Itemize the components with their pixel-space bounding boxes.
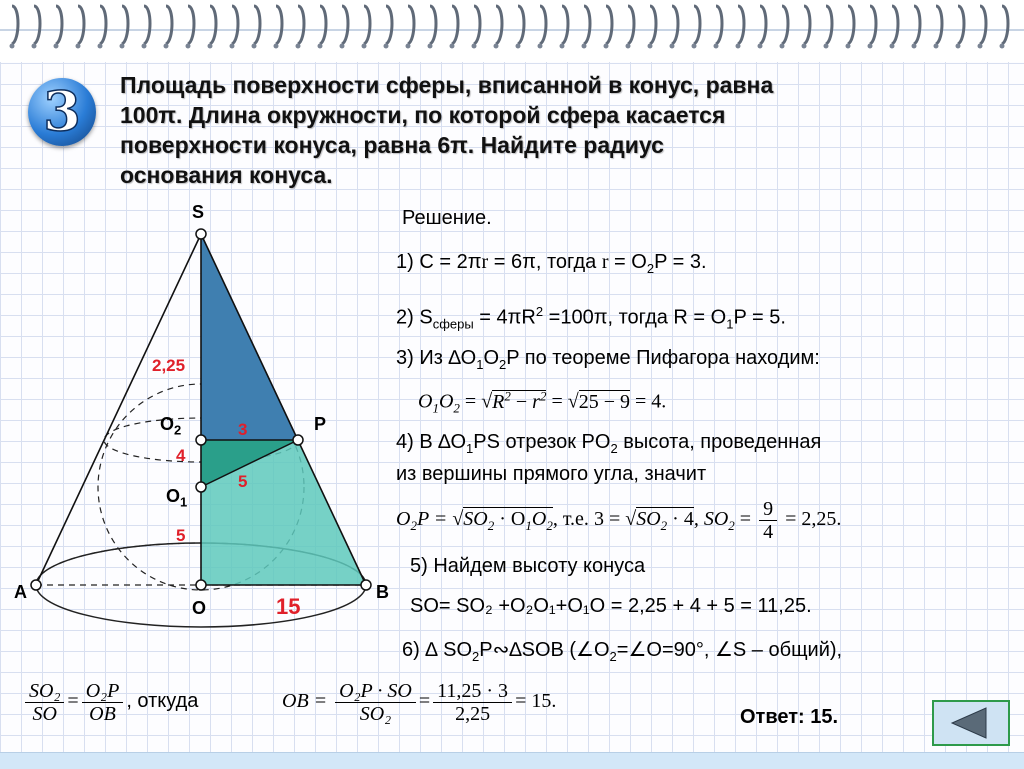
step-6: 6) ∆ $SO_2P∾\Delta SOB$ ($\angle O_2=\angle O=90^\circ$, ∠S – общий), — [402, 639, 843, 664]
spiral-hole — [890, 44, 895, 49]
formula-pythagoras: $O_1O_2 = √R^2 - r^2 = √25 - 9 = 4$. — [418, 388, 667, 416]
spiral-hole — [362, 44, 367, 49]
spiral-hole — [472, 44, 477, 49]
problem-line-3: поверхности конуса, равна 6π. Найдите радиус — [120, 132, 664, 158]
spiral-hole — [274, 44, 279, 49]
problem-line-4: основания конуса. — [120, 162, 333, 188]
answer: Ответ: 15. — [740, 706, 839, 728]
spiral-hole — [10, 44, 15, 49]
spiral-hole — [956, 44, 961, 49]
point-p — [293, 435, 303, 445]
point-o — [196, 580, 206, 590]
spiral-hole — [758, 44, 763, 49]
spiral-hole — [978, 44, 983, 49]
spiral-hole — [604, 44, 609, 49]
spiral-hole — [120, 44, 125, 49]
spiral-hole — [868, 44, 873, 49]
value-o2p: 3 — [238, 420, 248, 439]
label-p: P — [314, 414, 327, 434]
point-b — [361, 580, 371, 590]
spiral-hole — [296, 44, 301, 49]
spiral-hole — [76, 44, 81, 49]
spiral-hole — [32, 44, 37, 49]
spiral-hole — [670, 44, 675, 49]
point-o2 — [196, 435, 206, 445]
spiral-hole — [98, 44, 103, 49]
label-s: S — [192, 202, 205, 222]
solution-heading: Решение. — [402, 207, 492, 229]
step-5-line-1: 5) Найдем высоту конуса — [410, 555, 646, 577]
spiral-hole — [626, 44, 631, 49]
spiral-hole — [516, 44, 521, 49]
spiral-hole — [340, 44, 345, 49]
step-4-line-2: из вершины прямого угла, значит — [396, 463, 707, 485]
label-b: B — [376, 582, 389, 602]
spiral-hole — [538, 44, 543, 49]
spiral-hole — [186, 44, 191, 49]
spiral-hole — [582, 44, 587, 49]
spiral-hole — [252, 44, 257, 49]
spiral-hole — [912, 44, 917, 49]
spiral-hole — [802, 44, 807, 49]
spiral-hole — [692, 44, 697, 49]
value-o1o: 5 — [176, 526, 186, 545]
spiral-hole — [1000, 44, 1005, 49]
spiral-hole — [780, 44, 785, 49]
problem-line-2: 100π. Длина окружности, по которой сфера касается — [120, 102, 726, 128]
spiral-hole — [450, 44, 455, 49]
step-3: 3) Из $\Delta O_1O_2P$ по теореме Пифагора находим: — [396, 347, 820, 372]
spiral-hole — [54, 44, 59, 49]
spiral-hole — [230, 44, 235, 49]
spiral-hole — [428, 44, 433, 49]
value-ob: 15 — [276, 594, 301, 619]
spiral-hole — [824, 44, 829, 49]
step-2: 2) $S_{сферы} = 4\pi R^2 =100\pi$, тогда $R = O_1P = 5$. — [396, 304, 786, 332]
spiral-hole — [142, 44, 147, 49]
problem-number: 3 — [43, 79, 81, 143]
spiral-hole — [560, 44, 565, 49]
point-o1 — [196, 482, 206, 492]
spiral-hole — [318, 44, 323, 49]
spiral-hole — [934, 44, 939, 49]
spiral-hole — [384, 44, 389, 49]
step-1: 1) C = 2πr = 6π, тогда $r = O_2P = 3$. — [396, 251, 707, 276]
value-o2o1: 4 — [176, 446, 186, 465]
label-a: A — [14, 582, 27, 602]
value-so2: 2,25 — [152, 356, 186, 375]
step-4-line-1: 4) В $\Delta O_1PS$ отрезок $PO_2$ высота, проведенная — [396, 431, 822, 456]
back-arrow-icon — [934, 702, 1008, 744]
step-5-line-2: SO= SO₂ +O₂O₁+O₁O = 2,25 + 4 + 5 = 11,25. — [410, 595, 812, 617]
spiral-hole — [648, 44, 653, 49]
final-ob-formula: OB = $\frac{\text{O₂P · SO}}{\text{SO₂}}$ = $\frac{11,25 \cdot 3}{2,25}$ = 15. — [282, 680, 557, 725]
problem-line-1: Площадь поверхности сферы, вписанной в конус, равна — [120, 72, 774, 98]
spiral-hole — [736, 44, 741, 49]
value-o1p: 5 — [238, 472, 248, 491]
label-o2: $O_2$ — [160, 414, 182, 438]
spiral-hole — [714, 44, 719, 49]
spiral-hole — [208, 44, 213, 49]
final-proportion: $\frac{\text{SO₂}}{SO}$ = $\frac{\text{O₂P}}{OB}$ , откуда — [22, 680, 198, 725]
problem-number-badge — [28, 78, 96, 146]
spiral-hole — [164, 44, 169, 49]
formula-altitude: $O_2P = √SO_2 \cdot O_1O_2$, т.е. $3 = √SO_2 \cdot 4$, $SO_2$ = $\frac{9}{4}$ = 2,25. — [396, 498, 842, 543]
point-s — [196, 229, 206, 239]
label-o: O — [192, 598, 207, 618]
back-button[interactable] — [932, 700, 1010, 746]
bottom-bar — [0, 752, 1024, 769]
point-a — [31, 580, 41, 590]
spiral-binding — [0, 0, 1024, 62]
spiral-hole — [406, 44, 411, 49]
label-o1: $O_1$ — [166, 486, 188, 510]
spiral-hole — [494, 44, 499, 49]
cone-figure — [0, 200, 420, 630]
spiral-hole — [846, 44, 851, 49]
